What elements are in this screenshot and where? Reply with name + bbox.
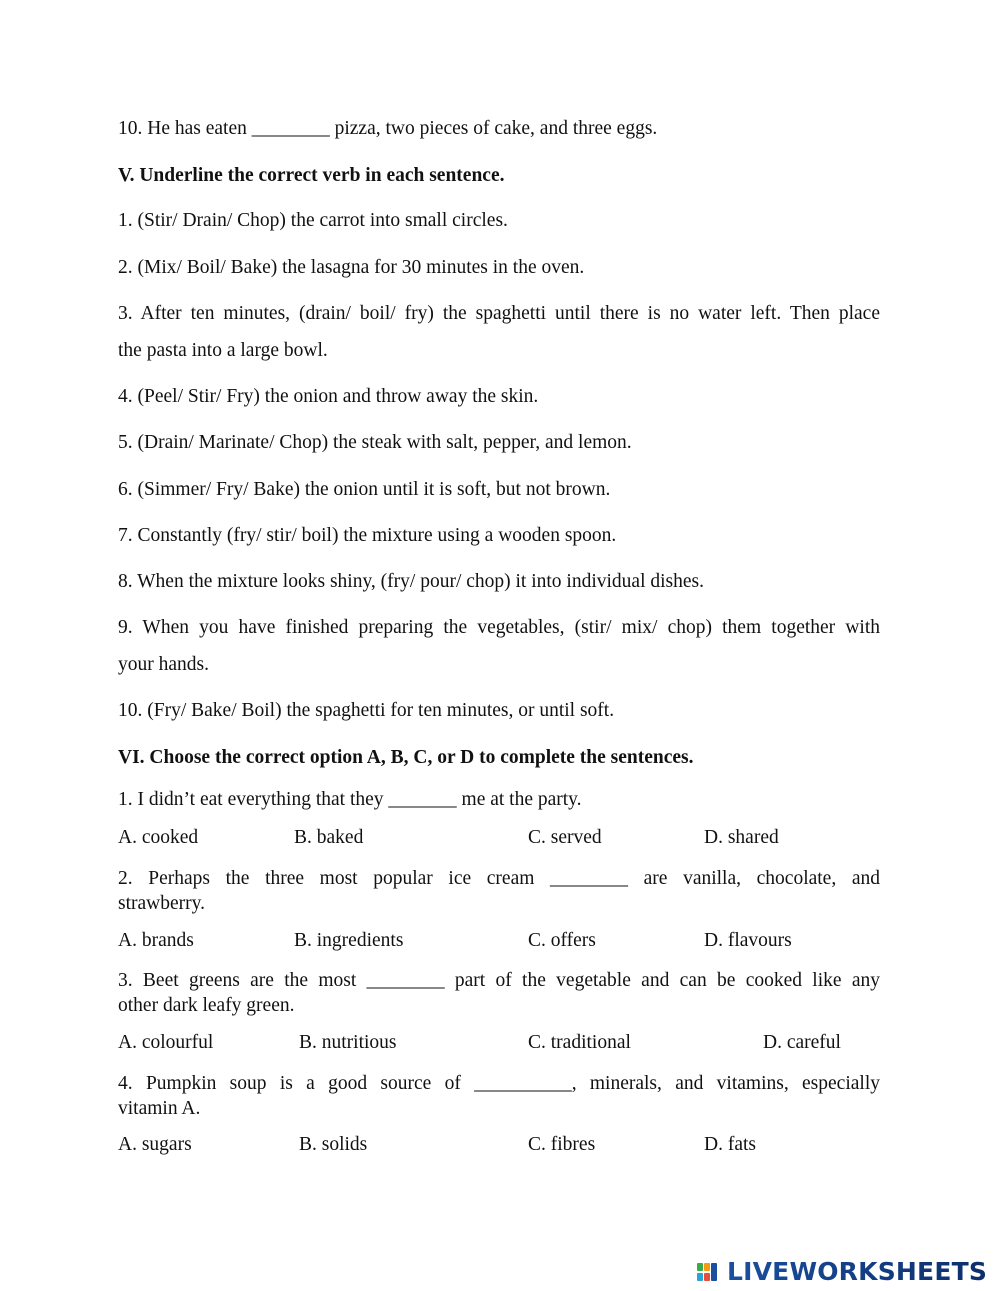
vi-q1-option-c[interactable]: C. served: [528, 827, 602, 848]
vi-q2-option-b[interactable]: B. ingredients: [294, 930, 404, 951]
liveworksheets-logo-icon: [697, 1257, 725, 1285]
v-item-7: 7. Constantly (fry/ stir/ boil) the mixture using a wooden spoon.: [118, 525, 617, 546]
vi-q4-option-b[interactable]: B. solids: [299, 1134, 368, 1155]
liveworksheets-logo[interactable]: [697, 1254, 987, 1288]
vi-question-4-line1: 4. Pumpkin soup is a good source of __________, minerals, and vitamins, especially: [118, 1073, 880, 1094]
v-item-6: 6. (Simmer/ Fry/ Bake) the onion until it is soft, but not brown.: [118, 479, 611, 500]
vi-question-4: [118, 1071, 880, 1121]
vi-question-3-line2: other dark leafy green.: [118, 995, 295, 1016]
v-item-3: 3. After ten minutes, (drain/ boil/ fry) the spaghetti until there is no water left. Then place: [118, 303, 880, 324]
vi-q1-option-b[interactable]: B. baked: [294, 827, 364, 848]
v-item-9-cont: your hands.: [118, 654, 209, 675]
vi-question-4-line2: vitamin A.: [118, 1098, 201, 1119]
liveworksheets-logo-text: LIVEWORKSHEETS: [727, 1256, 988, 1286]
vi-q2-option-d[interactable]: D. flavours: [704, 930, 792, 951]
vi-q1-option-d[interactable]: D. shared: [704, 827, 779, 848]
prev-item-10: 10. He has eaten ________ pizza, two pieces of cake, and three eggs.: [118, 118, 658, 139]
vi-question-3: [118, 968, 880, 1018]
vi-question-2: [118, 866, 880, 916]
v-item-8: 8. When the mixture looks shiny, (fry/ pour/ chop) it into individual dishes.: [118, 571, 705, 592]
v-item-10: 10. (Fry/ Bake/ Boil) the spaghetti for ten minutes, or until soft.: [118, 700, 615, 721]
v-item-4: 4. (Peel/ Stir/ Fry) the onion and throw away the skin.: [118, 386, 539, 407]
v-item-1: 1. (Stir/ Drain/ Chop) the carrot into small circles.: [118, 210, 508, 231]
vi-q4-option-c[interactable]: C. fibres: [528, 1134, 596, 1155]
vi-q3-option-d[interactable]: D. careful: [763, 1032, 841, 1053]
v-item-2: 2. (Mix/ Boil/ Bake) the lasagna for 30 minutes in the oven.: [118, 257, 585, 278]
vi-question-3-line1: 3. Beet greens are the most ________ part of the vegetable and can be cooked like any: [118, 970, 880, 991]
v-item-3-cont: the pasta into a large bowl.: [118, 340, 328, 361]
vi-question-2-line2: strawberry.: [118, 893, 205, 914]
section-vi-heading: VI. Choose the correct option A, B, C, or D to complete the sentences.: [118, 747, 694, 768]
vi-q2-option-c[interactable]: C. offers: [528, 930, 596, 951]
vi-question-2-line1: 2. Perhaps the three most popular ice cream ________ are vanilla, chocolate, and: [118, 868, 880, 889]
section-v-heading: V. Underline the correct verb in each sentence.: [118, 165, 505, 186]
vi-q2-option-a[interactable]: A. brands: [118, 930, 194, 951]
v-item-9: 9. When you have finished preparing the vegetables, (stir/ mix/ chop) them together with: [118, 617, 880, 638]
vi-q3-option-b[interactable]: B. nutritious: [299, 1032, 397, 1053]
vi-q4-option-a[interactable]: A. sugars: [118, 1134, 192, 1155]
v-item-5: 5. (Drain/ Marinate/ Chop) the steak with salt, pepper, and lemon.: [118, 432, 632, 453]
vi-q4-option-d[interactable]: D. fats: [704, 1134, 756, 1155]
vi-question-1: 1. I didn’t eat everything that they _______ me at the party.: [118, 789, 582, 810]
vi-q1-option-a[interactable]: A. cooked: [118, 827, 199, 848]
vi-q3-option-c[interactable]: C. traditional: [528, 1032, 631, 1053]
vi-q3-option-a[interactable]: A. colourful: [118, 1032, 214, 1053]
